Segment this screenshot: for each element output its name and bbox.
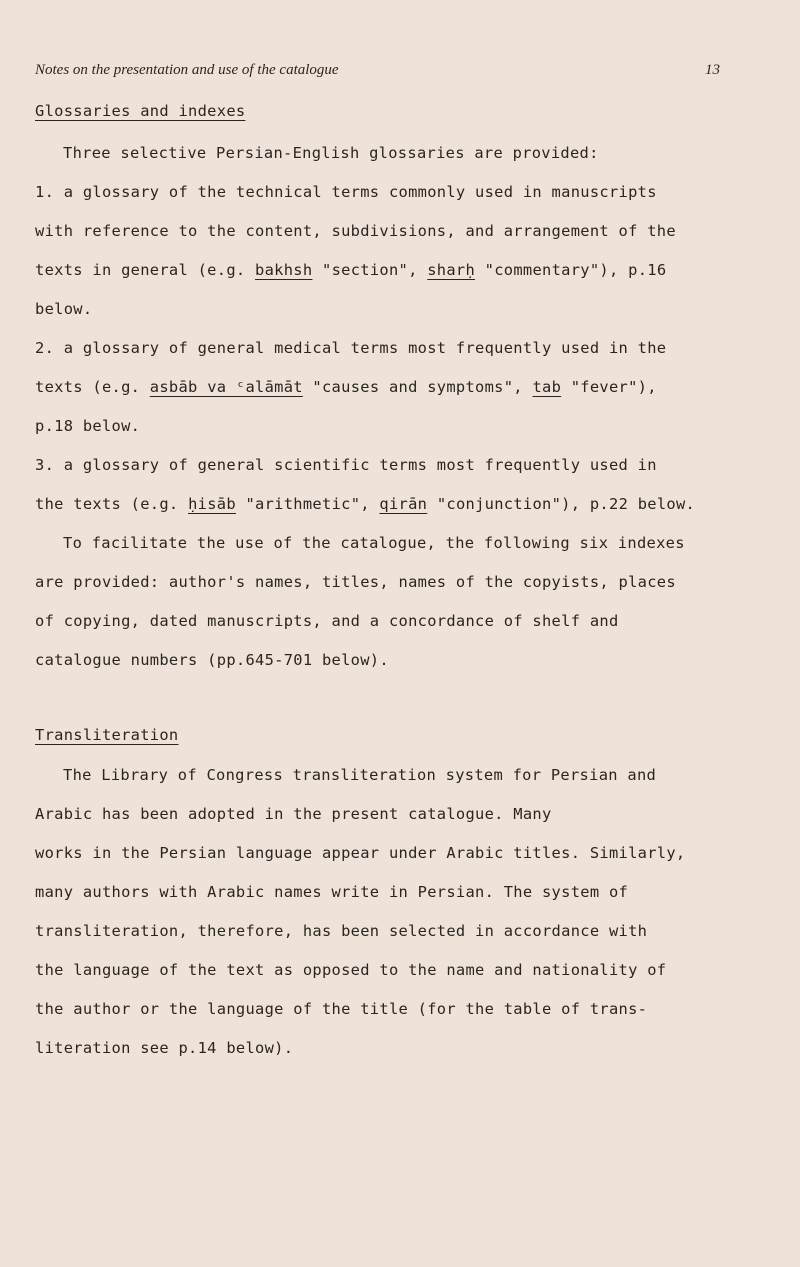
transliteration-line-1: The Library of Congress transliteration system for Persian and bbox=[63, 766, 657, 784]
glossaries-intro: Three selective Persian-English glossaries are provided: bbox=[63, 144, 599, 162]
glossary-item-2-line-3: p.18 below. bbox=[35, 417, 141, 435]
page-number: 13 bbox=[705, 62, 720, 78]
transliteration-line-2: Arabic has been adopted in the present catalogue. Many bbox=[35, 805, 552, 823]
transliteration-line-7: the author or the language of the title (for the table of trans- bbox=[35, 1000, 648, 1018]
indexes-line-4: catalogue numbers (pp.645-701 below). bbox=[35, 651, 389, 669]
text-segment: "arithmetic", bbox=[235, 495, 380, 513]
glossary-item-1-line-4: below. bbox=[35, 300, 93, 318]
glossary-item-3-line-2 bbox=[35, 495, 695, 513]
term-tab: tab bbox=[532, 378, 562, 396]
term-hisab: ḥisāb bbox=[188, 495, 236, 513]
glossary-item-2-line-2 bbox=[35, 378, 657, 396]
term-asbab-va-alamat: asbāb va ᶜalāmāt bbox=[149, 378, 303, 396]
glossary-item-1-line-1: 1. a glossary of the technical terms commonly used in manuscripts bbox=[35, 183, 657, 201]
term-sharh: sharḥ bbox=[427, 261, 476, 279]
transliteration-line-3: works in the Persian language appear under Arabic titles. Similarly, bbox=[35, 844, 686, 862]
transliteration-line-8: literation see p.14 below). bbox=[35, 1039, 294, 1057]
glossary-item-1-line-3 bbox=[35, 261, 666, 279]
text-segment: the texts (e.g. bbox=[35, 495, 189, 513]
text-segment: "conjunction"), p.22 below. bbox=[427, 495, 696, 513]
transliteration-line-5: transliteration, therefore, has been selected in accordance with bbox=[35, 922, 648, 940]
text-segment: "causes and symptoms", bbox=[302, 378, 533, 396]
glossaries-heading: Glossaries and indexes bbox=[35, 102, 246, 120]
glossary-item-1-line-2: with reference to the content, subdivisions, and arrangement of the bbox=[35, 222, 676, 240]
indexes-line-2: are provided: author's names, titles, names of the copyists, places bbox=[35, 573, 676, 591]
transliteration-line-6: the language of the text as opposed to the name and nationality of bbox=[35, 961, 667, 979]
term-qiran: qirān bbox=[379, 495, 428, 513]
indexes-line-1: To facilitate the use of the catalogue, the following six indexes bbox=[63, 534, 685, 552]
transliteration-line-4: many authors with Arabic names write in Persian. The system of bbox=[35, 883, 629, 901]
text-segment: "fever"), bbox=[561, 378, 657, 396]
text-segment: "commentary"), p.16 bbox=[475, 261, 667, 279]
transliteration-heading: Transliteration bbox=[35, 726, 179, 744]
term-bakhsh: bakhsh bbox=[255, 261, 313, 279]
indexes-line-3: of copying, dated manuscripts, and a concordance of shelf and bbox=[35, 612, 619, 630]
text-segment: "section", bbox=[312, 261, 428, 279]
text-segment: texts (e.g. bbox=[35, 378, 150, 396]
running-header bbox=[35, 62, 720, 79]
glossary-item-2-line-1: 2. a glossary of general medical terms most frequently used in the bbox=[35, 339, 667, 357]
header-title: Notes on the presentation and use of the catalogue bbox=[35, 62, 339, 78]
glossary-item-3-line-1: 3. a glossary of general scientific terms most frequently used in bbox=[35, 456, 657, 474]
text-segment: texts in general (e.g. bbox=[35, 261, 256, 279]
